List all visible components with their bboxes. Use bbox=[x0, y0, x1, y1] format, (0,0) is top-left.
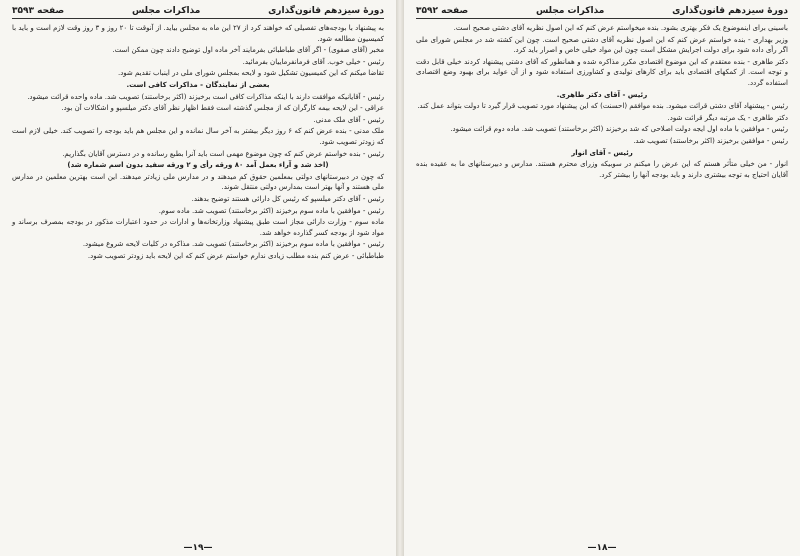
book-gutter bbox=[396, 0, 404, 556]
right-page-title: مذاکرات مجلس bbox=[535, 6, 605, 16]
paragraph: رئیس - آقای دکتر میلسپو که رئیس کل دارائی هستند توضیح بدهند. bbox=[191, 194, 384, 203]
paragraph: رئیس - موافقین با ماده سوم برخیزند (اکثر برخاستند) تصویب شد. مذاکره در کلیات لایحه شروع میشود. bbox=[82, 240, 384, 249]
left-page-number: صفحه ۳۵۹۳ bbox=[12, 6, 65, 16]
paragraph: عراقی - این لایحه بیمه کارگران که از مجلس گذشته است فقط اظهار نظر آقای دکتر میلسپو و اشکالات آن بود. bbox=[61, 104, 384, 113]
right-page-number: صفحه ۳۵۹۲ bbox=[416, 6, 469, 16]
paragraph: طباطبائی - عرض کنم بنده مطلب زیادی ندارم خواستم عرض کنم که این لایحه باید زودتر تصویب شود. bbox=[87, 251, 384, 260]
right-page-footer: —۱۸— bbox=[587, 543, 617, 553]
paragraph: وزیر بهداری - بنده خواستم عرض کنم که این اصول نظریه آقای دشتی صحیح است. چون این کشته شد در مجلس شورای ملی اگر رأی داده شود برای دولت اجرایش مشکل است چون این مواد خیلی خاص و اصرار باید کرد. bbox=[416, 35, 788, 55]
right-page-series: دورهٔ سیزدهم قانون‌گذاری bbox=[672, 6, 788, 16]
right-page bbox=[404, 0, 800, 556]
paragraph: رئیس - موافقین با ماده اول ایجه دولت اصلاحی که شد برخیزند (اکثر برخاستند) تصویب شد. ماده دوم قرائت میشود. bbox=[450, 125, 788, 134]
left-page-title: مذاکرات مجلس bbox=[131, 6, 201, 16]
left-page-footer: —۱۹— bbox=[183, 543, 213, 553]
paragraph: مخبر (آقای صفوی) - اگر آقای طباطبائی بفرمایند آخر ماده اول توضیح دادند چون ممکن است. bbox=[112, 46, 384, 55]
right-page-header bbox=[416, 6, 788, 19]
paragraph: ملک مدنی - بنده عرض کنم که ۶ روز دیگر بیشتر به آخر سال نمانده و این مجلس هم باید بودجه را تصویب کند. خیلی لازم است که زودتر تصویب شود. bbox=[12, 127, 384, 146]
paragraph: رئیس - موافقین برخیزند (اکثر برخاستند) تصویب شد. bbox=[633, 136, 788, 145]
paragraph: رئیس - آقای انوار bbox=[571, 148, 633, 157]
paragraph: رئیس - موافقین با ماده سوم برخیزند (اکثر برخاستند) تصویب شد. ماده سوم. bbox=[158, 206, 384, 215]
paragraph: دکتر طاهری - بنده معتقدم که این موضوع اقتصادی مکرر مذاکره شده و همانطور که آقای دشتی پیشنهاد کردند خیلی قابل دقت و توجه است. از کمکهای اقتصادی باید برای کارهای تولیدی و کشاورزی استفاده شود و از آن عواید برای بهبود وضع اقتصادی استفاده گردد. bbox=[416, 57, 788, 87]
right-page-body bbox=[416, 23, 788, 180]
paragraph: باسینی برای اینموضوع یک فکر بهتری بشود. بنده میخواستم عرض کنم که این اصول نظریه آقای دشتی صحیح است. bbox=[453, 24, 788, 32]
paragraph: رئیس - آقایانیکه موافقت دارند با اینکه مذاکرات کافی است برخیزند (اکثر برخاستند) تصویب شد. ماده واحده قرائت میشود. bbox=[27, 92, 384, 101]
paragraph: ماده سوم - وزارت دارائی مجاز است طبق پیشنهاد وزارتخانه‌ها و ادارات در حدود اعتبارات مذکور در بودجه بمصرف برساند و مواد شود از بودجه کسر گذارده خواهد شد. bbox=[12, 218, 384, 237]
paragraph: رئیس - پیشنهاد آقای دشتی قرائت میشود. بنده موافقم (احسنت) که این پیشنهاد مورد تصویب قرار گیرد تا دولت بتواند عمل کند. bbox=[417, 102, 788, 111]
paragraph: (اخذ شد و آراء بعمل آمد ۸۰ ورقه رأی و ۲ ورقه سفید بدون اسم شماره شد) bbox=[67, 161, 329, 170]
left-page-series: دورهٔ سیزدهم قانون‌گذاری bbox=[268, 6, 384, 16]
paragraph: تقاضا میکنم که این کمیسیون تشکیل شود و لایحه بمجلس شورای ملی در اینباب تقدیم شود. bbox=[117, 69, 384, 78]
paragraph: به پیشنهاد با بودجه‌های تفصیلی که خواهند کرد از ۲۷ این ماه به مجلس بیاید. از آنوقت تا ۲۰ روز و ۳ روز وقت لازم است و باید با کمیسیون مطالعه شود. bbox=[12, 24, 385, 43]
paragraph: رئیس - آقای دکتر طاهری. bbox=[556, 90, 648, 99]
paragraph: رئیس - آقای ملک مدنی. bbox=[313, 115, 384, 124]
heading: بعضی از نمایندگان - مذاکرات کافی است. bbox=[126, 80, 270, 89]
paragraph: انوار - من خیلی متأثر هستم که این عرض را میکنم در سوبیکه وزرای محترم هستند. مدارس و دبیرستانهای ما به عقیده بنده آقایان احتیاج به توجه بیشتری دارند و باید بودجه آنها را بیشتر کرد. bbox=[416, 160, 788, 179]
paragraph: رئیس - خیلی خوب. آقای فرمانفرماییان بفرمائید. bbox=[242, 57, 384, 66]
left-page-header bbox=[12, 6, 384, 19]
left-page bbox=[0, 0, 396, 556]
paragraph: رئیس - بنده خواستم عرض کنم که چون موضوع مهمی است باید آنرا بطبع رسانده و در دسترس آقایان بگذاریم. bbox=[62, 149, 384, 158]
left-page-body bbox=[12, 23, 384, 261]
paragraph: دکتر طاهری - یک مرتبه دیگر قرائت شود. bbox=[667, 113, 788, 122]
paragraph: که چون در دبیرستانهای دولتی بمعلمین حقوق کم میدهند و در مدارس ملی زیادتر میدهند. این است بهترین معلمین در مدارس ملی هستند و آنها بهتر است بمدارس دولتی منتقل شوند. bbox=[12, 172, 384, 192]
